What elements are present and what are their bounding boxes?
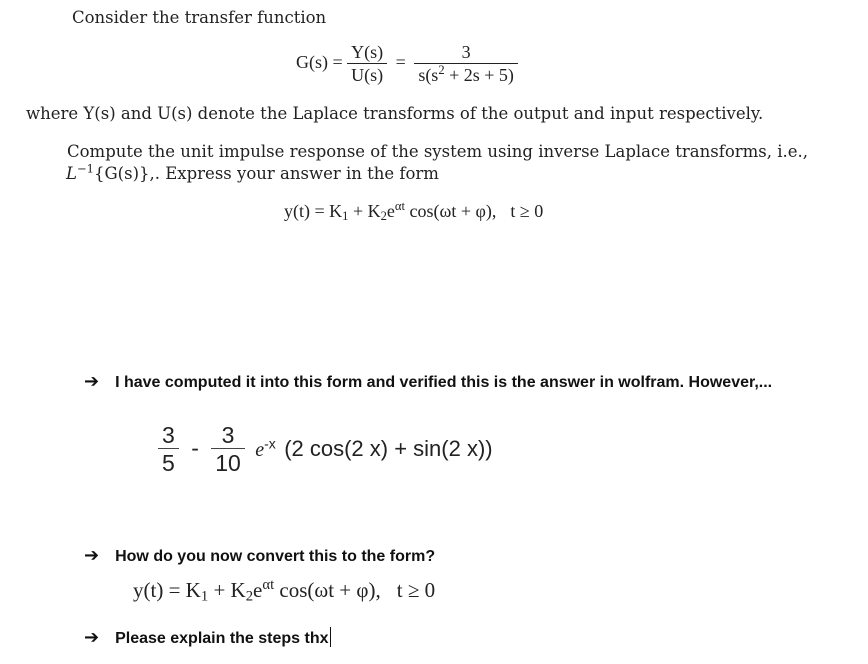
tf-frac1-num: Y(s) [351, 42, 384, 62]
arrow-right-icon: ➔ [84, 371, 100, 392]
wolfram-frac2-den: 10 [211, 448, 245, 478]
form2-exponent: αt [262, 576, 275, 593]
tf-den-part-b: + 2s + 5) [444, 64, 514, 85]
form-rest: cos(ωt + φ), [405, 201, 497, 221]
arrow-right-icon: ➔ [84, 545, 100, 566]
form-condition: t ≥ 0 [510, 201, 544, 221]
comment-text-1: I have computed it into this form and verified this is the answer in wolfram. However,... [115, 374, 773, 391]
wolfram-e: e [255, 439, 265, 462]
intro-text: Consider the transfer function [72, 8, 327, 27]
tf-den-part-a: s(s [418, 64, 439, 85]
form-left: y(t) = K [284, 201, 343, 221]
tf-equals: = [395, 52, 406, 73]
task-line-1: Compute the unit impulse response of the system using inverse Laplace transforms, i.e., [67, 142, 809, 161]
task-line-2-text: {G(s)},. Express your answer in the form [94, 164, 439, 183]
tf-fraction-plant [414, 42, 518, 86]
comment-line-2 [84, 545, 435, 566]
form2-rest: cos(ωt + φ), [274, 578, 381, 602]
tf-fraction-yu [347, 42, 387, 86]
wolfram-frac-3-5 [158, 422, 179, 478]
wolfram-frac-3-10 [211, 422, 245, 478]
tf-frac2-den: $s(s^2 + 2s + 5)$ [414, 63, 518, 87]
task-line-2: $L^{-1}\{G(s)\}$,. Express your answer in the form [66, 161, 439, 183]
tf-frac1-den: U(s) [347, 63, 387, 87]
form2-condition: t ≥ 0 [396, 578, 436, 602]
comment-text-3: Please explain the steps thx [115, 630, 329, 647]
laplace-symbol: L [66, 164, 77, 183]
tf-lhs: G(s) = [296, 52, 343, 73]
transfer-function-equation [296, 42, 518, 86]
comment-line-3[interactable] [84, 627, 331, 648]
wolfram-frac2-num: 3 [221, 422, 235, 448]
tf-frac2-num: 3 [461, 42, 471, 62]
comment-text-2: How do you now convert this to the form? [115, 548, 436, 565]
arrow-right-icon: ➔ [84, 627, 100, 648]
where-text: where Y(s) and U(s) denote the Laplace transforms of the output and input respectively. [26, 104, 764, 123]
wolfram-rest: (2 cos(2 x) + sin(2 x)) [284, 436, 493, 462]
form-mid: + K [348, 201, 381, 221]
target-form-equation-2: $y(t) = K_1 + K_2e^{\alpha t}$ cos(ωt + φ), t ≥ 0 [133, 576, 436, 605]
form-exponent: αt [394, 199, 405, 214]
wolfram-minus: - [191, 435, 199, 462]
wolfram-result [158, 422, 493, 478]
form2-left: y(t) = K [133, 578, 201, 602]
target-form-equation: $y(t) = K_1 + K_2e^{\alpha t}$ cos(ωt + φ), t ≥ 0 [284, 199, 544, 224]
form2-mid: + K [208, 578, 246, 602]
wolfram-frac1-num: 3 [162, 422, 175, 448]
comment-line-1 [84, 371, 772, 392]
wolfram-exponent: -x [264, 435, 276, 452]
text-cursor [330, 627, 331, 647]
wolfram-frac1-den: 5 [158, 448, 179, 478]
